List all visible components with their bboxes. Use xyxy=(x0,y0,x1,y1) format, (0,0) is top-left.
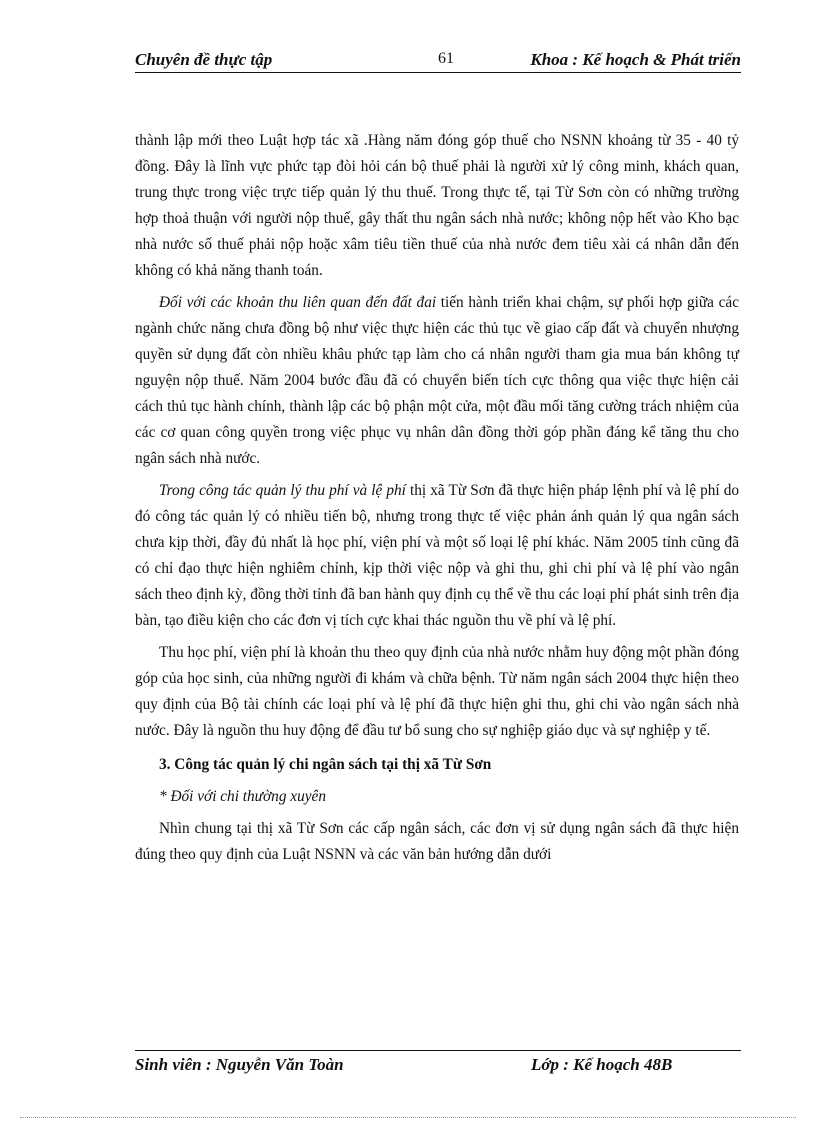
header-title: Chuyên đề thực tập xyxy=(135,50,273,69)
paragraph-3 xyxy=(135,478,739,634)
page-header xyxy=(135,48,741,73)
document-body xyxy=(135,128,739,874)
paragraph-4: Thu học phí, viện phí là khoản thu theo quy định của nhà nước nhằm huy động một phần đóng góp của học sinh, của những người đi khám và chữa bệnh. Từ năm ngân sách 2004 thực hiện theo quy định của Bộ tài chính các loại phí và lệ phí đã thực hiện ghi thu, ghi chi vào ngân sách nhà nước. Đây là nguồn thu huy động để đầu tư bổ sung cho sự nghiệp giáo dục và sự nghiệp y tế. xyxy=(135,644,739,739)
paragraph-3-emphasis: Trong công tác quản lý thu phí và lệ phí xyxy=(159,482,406,499)
page-footer xyxy=(135,1050,741,1077)
section-heading: 3. Công tác quản lý chi ngân sách tại thị xã Từ Sơn xyxy=(159,756,492,773)
paragraph-2 xyxy=(135,290,739,472)
page-number: 61 xyxy=(438,50,454,67)
paragraph-5: Nhìn chung tại thị xã Từ Sơn các cấp ngân sách, các đơn vị sử dụng ngân sách đã thực hiện đúng theo quy định của Luật NSNN và các văn bản hướng dẫn dưới xyxy=(135,820,739,863)
footer-class: Lớp : Kế hoạch 48B xyxy=(531,1055,673,1074)
subsection-heading: * Đối với chi thường xuyên xyxy=(159,788,326,805)
paragraph-2-emphasis: Đối với các khoản thu liên quan đến đất đai xyxy=(159,294,437,311)
paragraph-1: thành lập mới theo Luật hợp tác xã .Hàng năm đóng góp thuế cho NSNN khoảng từ 35 - 40 tỷ đồng. Đây là lĩnh vực phức tạp đòi hỏi cán bộ thuế phải là người xử lý công minh, khách quan, trung thực trong việc trực tiếp quản lý thu thuế. Trong thực tế, tại Từ Sơn còn có những trường hợp thoả thuận với người nộp thuế, gây thất thu ngân sách nhà nước; không nộp hết vào Kho bạc nhà nước số thuế phải nộp hoặc xâm tiêu tiền thuế của nhà nước đem tiêu xài cá nhân dẫn đến không có khả năng thanh toán. xyxy=(135,132,739,279)
paragraph-2-text: tiến hành triển khai chậm, sự phối hợp giữa các ngành chức năng chưa đồng bộ như việc thực hiện các thủ tục về giao cấp đất và chuyển nhượng quyền sử dụng đất còn nhiều khâu phức tạp làm cho cá nhân người tham gia mua bán không tự nguyện nộp thuế. Năm 2004 bước đầu đã có chuyển biến tích cực thông qua việc thực hiện cải cách thủ tục hành chính, thành lập các bộ phận một cửa, một đầu mối tăng cường trách nhiệm của các cơ quan công quyền trong việc phục vụ nhân dân đồng thời góp phần đáng kể tăng thu cho ngân sách nhà nước. xyxy=(135,294,740,467)
header-department: Khoa : Kế hoạch & Phát triển xyxy=(530,50,741,69)
footer-student: Sinh viên : Nguyễn Văn Toàn xyxy=(135,1055,344,1074)
paragraph-3-text: thị xã Từ Sơn đã thực hiện pháp lệnh phí và lệ phí do đó công tác quản lý có nhiều tiến bộ, nhưng trong thực tế việc phản ánh quản lý qua ngân sách chưa kịp thời, đầy đủ nhất là học phí, viện phí và một số loại lệ phí khác. Năm 2005 tỉnh cũng đã có chỉ đạo thực hiện nghiêm chỉnh, kịp thời việc nộp và ghi thu, ghi chi phí và lệ phí vào ngân sách theo định kỳ, đồng thời tỉnh đã ban hành quy định cụ thể về thu các loại phí phát sinh trên địa bàn, tạo điều kiện cho các đơn vị tích cực khai thác nguồn thu về phí và lệ phí. xyxy=(135,482,740,629)
page-bottom-divider xyxy=(20,1117,796,1118)
